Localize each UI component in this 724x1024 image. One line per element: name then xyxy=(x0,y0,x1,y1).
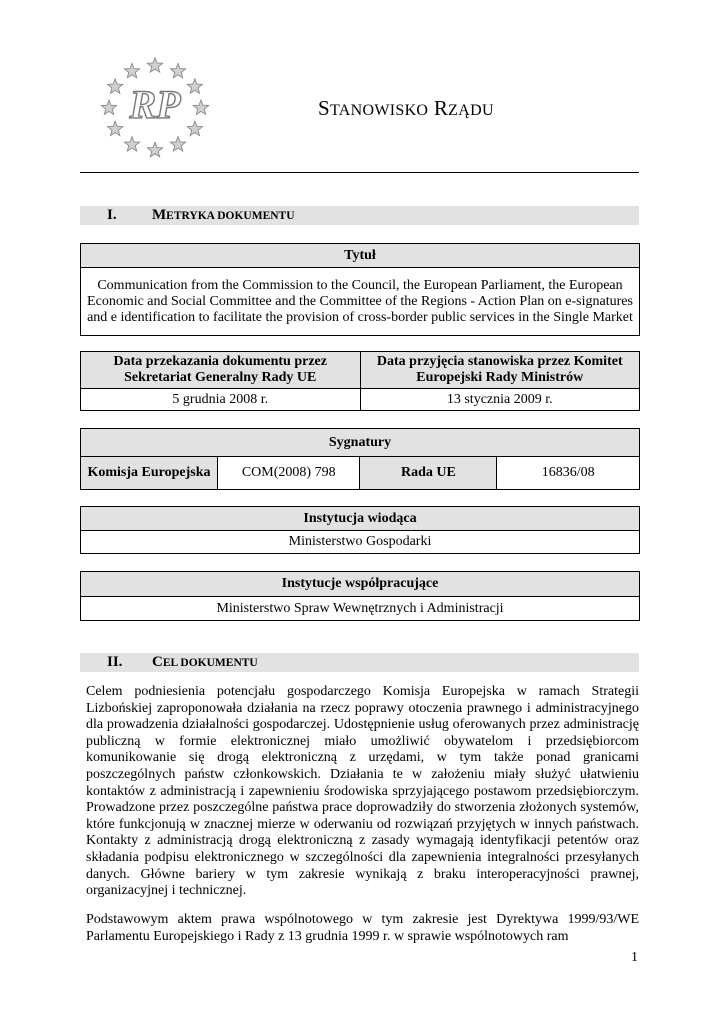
logo-star-icon xyxy=(124,137,139,151)
signature-value-council: 16836/08 xyxy=(497,457,640,490)
logo xyxy=(94,52,216,164)
lead-institution-table xyxy=(80,506,640,554)
transfer-date-value: 5 grudnia 2008 r. xyxy=(81,389,361,411)
signature-label-council: Rada UE xyxy=(360,457,497,490)
title-header: Tytuł xyxy=(81,244,640,268)
title-table xyxy=(80,243,640,336)
page-title: STANOWISKO RZĄDU xyxy=(318,96,494,120)
body-paragraph-2: Podstawowym aktem prawa wspólnotowego w tym zakresie jest Dyrektywa 1999/93/WE Parlamentu Europejskiego i Rady z 13 grudnia 1999 r. w sprawie wspólnotowych ram xyxy=(86,912,639,944)
dates-table xyxy=(80,351,640,411)
header-divider xyxy=(80,172,639,173)
coop-institutions-value: Ministerstwo Spraw Wewnętrznych i Administracji xyxy=(81,597,640,621)
logo-star-icon xyxy=(187,79,202,93)
title-value: Communication from the Commission to the Council, the European Parliament, the European Economic and Social Committee and the Committee of the Regions - Action Plan on e-signatures and e identification to facilitate the provision of cross-border public services in the Single Market xyxy=(81,268,640,336)
logo-star-icon xyxy=(124,63,139,77)
transfer-date-header: Data przekazania dokumentu przez Sekretariat Generalny Rady UE xyxy=(81,352,361,389)
lead-institution-header: Instytucja wiodąca xyxy=(81,507,640,531)
page-number: 1 xyxy=(631,950,638,965)
signature-value-commission: COM(2008) 798 xyxy=(217,457,360,490)
signatures-header: Sygnatury xyxy=(81,429,640,457)
logo-star-icon xyxy=(193,100,208,114)
logo-initials: RP xyxy=(129,82,181,127)
logo-star-icon xyxy=(108,121,123,135)
adoption-date-value: 13 stycznia 2009 r. xyxy=(360,389,640,411)
logo-star-icon xyxy=(187,121,202,135)
logo-star-icon xyxy=(170,137,185,151)
logo-star-icon xyxy=(147,142,162,156)
body-paragraph-1: Celem podniesienia potencjału gospodarczego Komisja Europejska w ramach Strategii Lizbońskiej zaproponowała działania na rzecz poprawy otoczenia prawnego i administracyjnego dla prowadzenia działalności gospodarczej. Udostępnienie usług oferowanych przez administrację publiczną w formie elektronicznej miało umożliwić obywatelom i przedsiębiorcom komunikowanie się drogą elektroniczną z urzędami, w tym także ponad granicami poszczególnych państw członkowskich. Działania te w założeniu miały służyć ułatwieniu kontaktów z administracją i zapewnieniu środowiska sprzyjającego postawom przedsiębiorczym. Prowadzone przez poszczególne państwa prace doprowadziły do stworzenia złożonych systemów, które funkcjonują w znacznej mierze w oderwaniu od rozwiązań przyjętych w innych państwach. Kontakty z administracją drogą elektroniczną z zasady wymagają identyfikacji petentów oraz składania podpisu elektronicznego w szczególności dla zapewnienia integralności przesyłanych danych. Główne bariery w tym zakresie wynikają z braku interoperacyjności prawnej, organizacyjnej i technicznej. xyxy=(86,684,639,899)
coop-institutions-header: Instytucje współpracujące xyxy=(81,572,640,597)
logo-star-icon xyxy=(147,58,162,72)
logo-star-icon xyxy=(170,63,185,77)
logo-star-icon xyxy=(101,100,116,114)
signature-label-commission: Komisja Europejska xyxy=(81,457,218,490)
coop-institutions-table xyxy=(80,571,640,621)
section-1-heading: I. METRYKA DOKUMENTU xyxy=(80,206,639,225)
lead-institution-value: Ministerstwo Gospodarki xyxy=(81,531,640,554)
adoption-date-header: Data przyjęcia stanowiska przez Komitet Europejski Rady Ministrów xyxy=(360,352,640,389)
section-2-heading: II. CEL DOKUMENTU xyxy=(80,653,639,672)
logo-star-icon xyxy=(108,79,123,93)
signatures-table xyxy=(80,428,640,490)
